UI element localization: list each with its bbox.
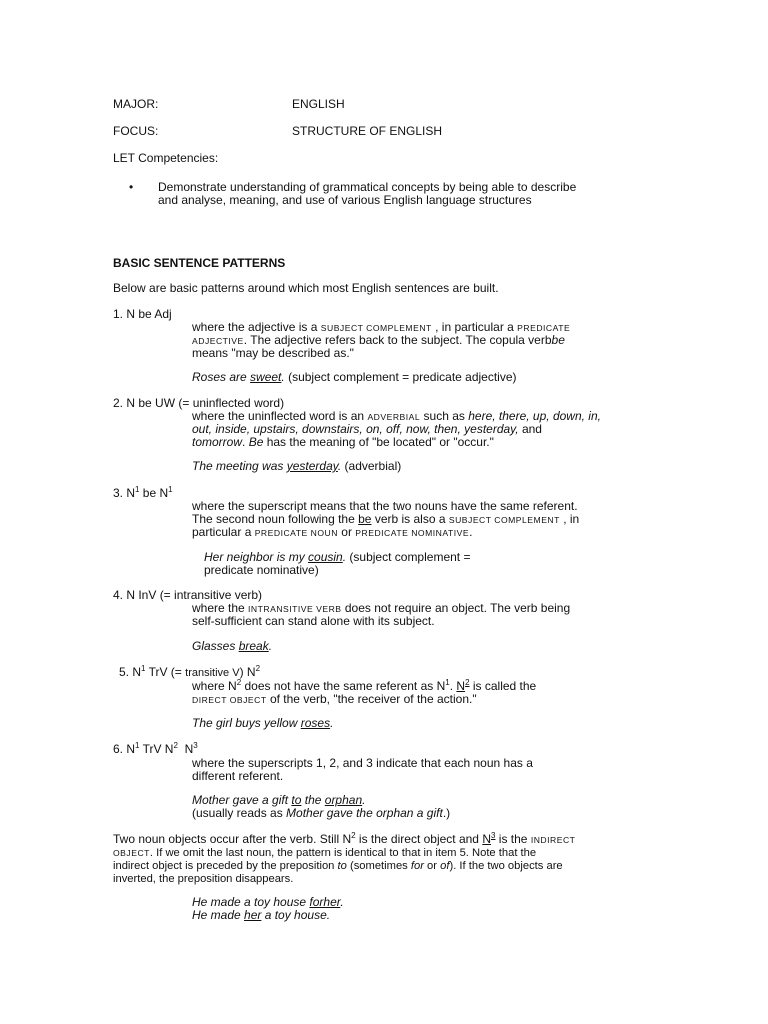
pattern-4-line: where the INTRANSITIVE VERB does not require an object. The verb being bbox=[192, 601, 571, 615]
pattern-3-line: The second noun following the be verb is also a SUBJECT COMPLEMENT , in bbox=[192, 512, 580, 526]
pattern-2-line: out, inside, upstairs, downstairs, on, off, now, then, yesterday, and bbox=[192, 422, 542, 436]
pattern-4-heading: 4. N InV (= intransitive verb) bbox=[113, 588, 263, 602]
focus-value: STRUCTURE OF ENGLISH bbox=[292, 124, 443, 138]
pattern-4-line: self-sufficient can stand alone with its subject. bbox=[192, 614, 435, 628]
bullet-text-line: and analyse, meaning, and use of various English language structures bbox=[158, 193, 532, 207]
pattern-6-example: Mother gave a gift to the orphan. bbox=[192, 793, 366, 807]
pattern-1-line: ADJECTIVE. The adjective refers back to the subject. The copula verbbe bbox=[192, 333, 565, 347]
closing-example: He made a toy house forher. bbox=[192, 895, 344, 909]
pattern-3-heading: 3. $N^1$ be $N^1$ bbox=[113, 485, 173, 500]
pattern-1-line: means "may be described as." bbox=[192, 346, 354, 360]
section-intro: Below are basic patterns around which most English sentences are built. bbox=[113, 281, 499, 295]
section-title: BASIC SENTENCE PATTERNS bbox=[113, 256, 286, 270]
closing-line: indirect object is preceded by the preposition to (sometimes for or of). If the two objects are bbox=[113, 860, 563, 872]
pattern-1-heading: 1. N be Adj bbox=[113, 307, 172, 321]
pattern-3-line: where the superscript means that the two nouns have the same referent. bbox=[192, 499, 578, 513]
pattern-3-example-cont: predicate nominative) bbox=[204, 563, 319, 577]
bullet-marker: • bbox=[129, 180, 134, 194]
pattern-5-example: The girl buys yellow roses. bbox=[192, 716, 334, 730]
pattern-6-heading: 6. $N^1$ TrV $N^2$ $N^3$ bbox=[113, 741, 198, 756]
pattern-2-line: where the uninflected word is an ADVERBIAL such as here, there, up, down, in, bbox=[192, 409, 601, 423]
pattern-5-line: DIRECT OBJECT of the verb, "the receiver of the action." bbox=[192, 692, 477, 706]
major-label: MAJOR: bbox=[113, 97, 159, 111]
closing-line: OBJECT. If we omit the last noun, the pattern is identical to that in item 5. Note that the bbox=[113, 847, 537, 859]
pattern-6-line: different referent. bbox=[192, 769, 284, 783]
competencies-label: LET Competencies: bbox=[113, 151, 219, 165]
pattern-4-example: Glasses break. bbox=[192, 639, 273, 653]
closing-line: inverted, the preposition disappears. bbox=[113, 873, 294, 885]
pattern-2-line: tomorrow. Be has the meaning of "be located" or "occur." bbox=[192, 435, 494, 449]
closing-example: He made her a toy house. bbox=[192, 908, 331, 922]
pattern-3-example: Her neighbor is my cousin. (subject complement = bbox=[204, 550, 471, 564]
pattern-1-line: where the adjective is a SUBJECT COMPLEMENT , in particular a PREDICATE bbox=[192, 320, 571, 334]
pattern-5-heading: 5. $N^1$ TrV (= transitive V) $N^2$ bbox=[119, 664, 261, 679]
pattern-6-example-note: (usually reads as Mother gave the orphan a gift.) bbox=[192, 806, 451, 820]
pattern-6-line: where the superscripts 1, 2, and 3 indicate that each noun has a bbox=[192, 756, 533, 770]
bullet-text-line: Demonstrate understanding of grammatical concepts by being able to describe bbox=[158, 180, 577, 194]
pattern-2-heading: 2. N be UW (= uninflected word) bbox=[113, 396, 285, 410]
focus-label: FOCUS: bbox=[113, 124, 159, 138]
pattern-1-example: Roses are sweet. (subject complement = predicate adjective) bbox=[192, 370, 517, 384]
pattern-3-line: particular a PREDICATE NOUN or PREDICATE NOMINATIVE. bbox=[192, 525, 473, 539]
closing-line: Two noun objects occur after the verb. Still $N^2$ is the direct object and $N^3$ is the INDIRECT bbox=[113, 831, 576, 846]
pattern-2-example: The meeting was yesterday. (adverbial) bbox=[192, 459, 402, 473]
major-value: ENGLISH bbox=[292, 97, 345, 111]
pattern-5-line: where $N^2$ does not have the same referent as $N^1$. $N^2$ is called the bbox=[192, 678, 537, 693]
